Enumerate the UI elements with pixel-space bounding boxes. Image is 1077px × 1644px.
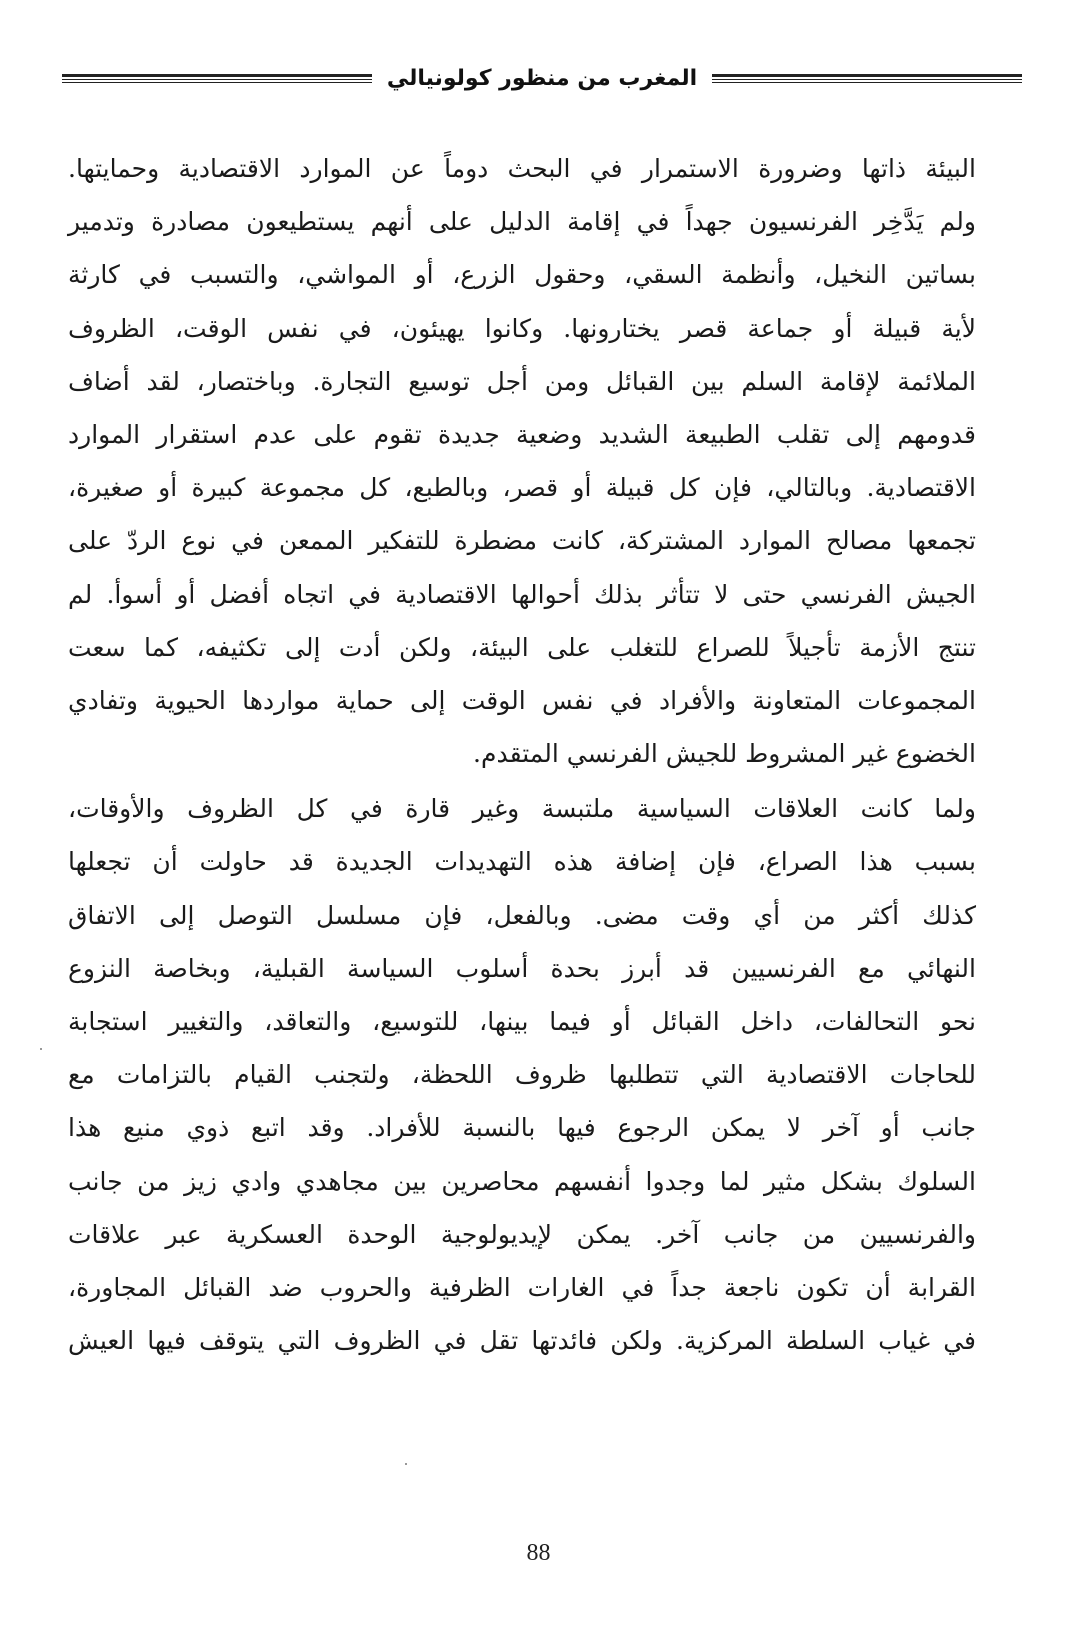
header-rule-left bbox=[62, 74, 372, 83]
text-line: الجيش الفرنسي حتى لا تتأثر بذلك أحوالها الاقتصادية في اتجاه أفضل أو أسوأ. لم bbox=[68, 579, 976, 609]
text-line: الخضوع غير المشروط للجيش الفرنسي المتقدم. bbox=[473, 739, 976, 769]
text-line: لأية قبيلة أو جماعة قصر يختارونها. وكانوا يهيئون، في نفس الوقت، الظروف bbox=[68, 313, 976, 343]
running-header bbox=[62, 58, 1022, 98]
text-line: بساتين النخيل، وأنظمة السقي، وحقول الزرع، أو المواشي، والتسبب في كارثة bbox=[68, 260, 976, 290]
page-number: 88 bbox=[526, 1540, 551, 1566]
body-text bbox=[68, 142, 976, 1367]
text-line: النهائي مع الفرنسيين قد أبرز بحدة أسلوب السياسة القبلية، وبخاصة النزوع bbox=[68, 953, 976, 983]
text-line: المجموعات المتعاونة والأفراد في نفس الوقت إلى حماية مواردها الحيوية وتفادي bbox=[68, 685, 976, 715]
text-line: تنتج الأزمة تأجيلاً للصراع للتغلب على البيئة، ولكن أدت إلى تكثيفه، كما سعت bbox=[68, 632, 976, 662]
running-title: المغرب من منظور كولونيالي bbox=[386, 65, 698, 91]
text-line: الاقتصادية. وبالتالي، فإن كل قبيلة أو قصر، وبالطبع، كل مجموعة كبيرة أو صغيرة، bbox=[68, 473, 976, 503]
text-line: للحاجات الاقتصادية التي تتطلبها ظروف اللحظة، ولتجنب القيام بالتزامات مع bbox=[68, 1060, 976, 1090]
text-line: البيئة ذاتها وضرورة الاستمرار في البحث دوماً عن الموارد الاقتصادية وحمايتها. bbox=[68, 154, 976, 183]
text-line: القرابة أن تكون ناجعة جداً في الغارات الظرفية والحروب ضد القبائل المجاورة، bbox=[68, 1272, 976, 1302]
text-line: ولم يَدَّخِر الفرنسيون جهداً في إقامة الدليل على أنهم يستطيعون مصادرة وتدمير bbox=[68, 207, 976, 237]
text-line: جانب أو آخر لا يمكن الرجوع فيها بالنسبة للأفراد. وقد اتبع ذوي منيع هذا bbox=[68, 1113, 976, 1143]
text-line: تجمعها مصالح الموارد المشتركة، كانت مضطرة للتفكير الممعن في نوع الردّ على bbox=[68, 526, 976, 556]
header-rule-right bbox=[712, 74, 1022, 83]
text-line: والفرنسيين من جانب آخر. يمكن لإيديولوجية الوحدة العسكرية عبر علاقات bbox=[68, 1219, 976, 1249]
paragraph bbox=[68, 142, 976, 780]
text-line: ولما كانت العلاقات السياسية ملتبسة وغير قارة في كل الظروف والأوقات، bbox=[68, 794, 976, 824]
text-line: الملائمة لإقامة السلم بين القبائل ومن أجل توسيع التجارة. وباختصار، لقد أضاف bbox=[68, 366, 976, 396]
paragraph bbox=[68, 782, 976, 1367]
text-line: نحو التحالفات، داخل القبائل أو فيما بينها، للتوسيع، والتعاقد، والتغيير استجابة bbox=[68, 1007, 976, 1036]
text-line: في غياب السلطة المركزية. ولكن فائدتها تقل في الظروف التي يتوقف فيها العيش bbox=[68, 1326, 976, 1356]
text-line: قدومهم إلى تقلب الطبيعة الشديد وضعية جديدة تقوم على عدم استقرار الموارد bbox=[68, 419, 976, 449]
text-line: السلوك بشكل مثير لما وجدوا أنفسهم محاصرين بين مجاهدي وادي زيز من جانب bbox=[68, 1166, 976, 1196]
text-line: بسبب هذا الصراع، فإن إضافة هذه التهديدات الجديدة قد حاولت أن تجعلها bbox=[68, 847, 976, 877]
scan-speck bbox=[40, 1048, 42, 1050]
scan-speck bbox=[405, 1463, 407, 1465]
text-line: كذلك أكثر من أي وقت مضى. وبالفعل، فإن مسلسل التوصل إلى الاتفاق bbox=[68, 900, 976, 930]
